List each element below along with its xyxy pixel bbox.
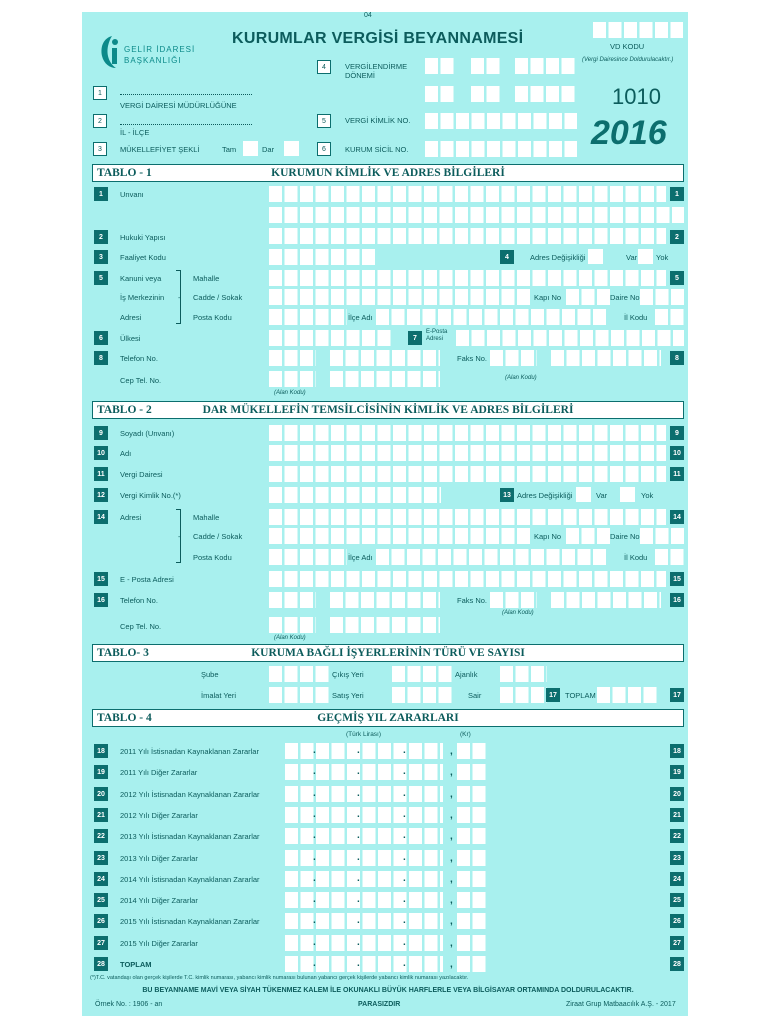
page-number: 04 (364, 12, 372, 19)
row-number: 1 (670, 187, 684, 201)
name-field-1[interactable] (269, 186, 666, 202)
total-label: TOPLAM (565, 691, 596, 700)
row-number: 13 (500, 488, 514, 502)
tax-office-input[interactable] (120, 94, 252, 95)
thousands-separator: . (403, 873, 406, 884)
decimal-separator: , (450, 938, 453, 949)
decimal-separator: , (450, 959, 453, 970)
decimal-separator: , (450, 810, 453, 821)
total-field[interactable] (597, 687, 659, 703)
period-field-3[interactable] (515, 58, 577, 74)
tax-id-label: VERGİ KİMLİK NO. (345, 116, 411, 125)
loss-tl-field[interactable] (285, 828, 443, 844)
rep-phone-label: Telefon No. (120, 596, 158, 605)
loss-kr-field[interactable] (457, 935, 486, 951)
thousands-separator: . (403, 788, 406, 799)
thousands-separator: . (313, 915, 316, 926)
area-code-note: (Alan Kodu) (274, 390, 306, 396)
thousands-separator: . (313, 788, 316, 799)
tablo-3-header (92, 644, 684, 662)
fill-warning: BU BEYANNAME MAVİ VEYA SİYAH TÜKENMEZ KALEM İLE OKUNAKLI BÜYÜK HARFLERLE VEYA BİLGİSAYAR ORTAMINDA DOLDURULACAKTIR. (142, 987, 634, 994)
rep-apartment-label: Daire No (610, 532, 640, 541)
decimal-separator: , (450, 746, 453, 757)
rep-street-field[interactable] (269, 528, 531, 544)
other-label: Sair (468, 691, 482, 700)
row-number: 19 (94, 765, 108, 779)
loss-tl-field[interactable] (285, 743, 443, 759)
rep-no-label: Yok (641, 491, 654, 500)
loss-row-label: 2011 Yılı Diğer Zararlar (120, 768, 198, 777)
thousands-separator: . (313, 830, 316, 841)
rep-mobile-field[interactable] (330, 617, 440, 633)
row-number: 14 (94, 510, 108, 524)
surname-label: Soyadı (Unvanı) (120, 429, 175, 438)
liability-full-label: Tam (222, 145, 237, 154)
legal-form-label: Hukuki Yapısı (120, 233, 166, 242)
period-field-2[interactable] (471, 58, 502, 74)
rep-district-field[interactable] (376, 549, 608, 565)
thousands-separator: . (357, 894, 360, 905)
row-number: 9 (94, 426, 108, 440)
loss-kr-field[interactable] (457, 913, 486, 929)
thousands-separator: . (313, 745, 316, 756)
rep-province-code-field[interactable] (655, 549, 685, 565)
province-code-label: İl Kodu (624, 313, 648, 322)
tablo-3-no: TABLO- 3 (97, 647, 149, 659)
mobile-field[interactable] (330, 371, 440, 387)
legal-form-field[interactable] (269, 228, 666, 244)
area-code-note: (Alan Kodu) (505, 375, 537, 381)
row-number: 16 (670, 593, 684, 607)
row-number: 22 (670, 829, 684, 843)
row-number: 26 (94, 914, 108, 928)
decimal-separator: , (450, 789, 453, 800)
loss-tl-field[interactable] (285, 935, 443, 951)
rep-address-dash: - (178, 532, 181, 541)
sales-point-field[interactable] (392, 687, 454, 703)
row-number: 8 (94, 351, 108, 365)
row-number: 20 (670, 787, 684, 801)
form-code: 1010 (612, 84, 661, 109)
branch-field[interactable] (269, 666, 331, 682)
postal-field[interactable] (269, 309, 347, 325)
thousands-separator: . (357, 915, 360, 926)
address-change-label: Adres Değişikliği (530, 253, 586, 262)
rep-area-code-note: (Alan Kodu) (502, 610, 534, 616)
row-number: 6 (94, 331, 108, 345)
thousands-separator: . (403, 958, 406, 969)
tablo-1-header (92, 164, 684, 182)
email-label: E-Posta Adresi (426, 329, 448, 342)
first-name-field[interactable] (269, 445, 666, 461)
row-number: 21 (94, 808, 108, 822)
thousands-separator: . (357, 958, 360, 969)
loss-kr-field[interactable] (457, 764, 486, 780)
row-number: 2 (670, 230, 684, 244)
address-change-checkbox[interactable] (588, 249, 603, 264)
email-field[interactable] (456, 330, 684, 346)
field-number-6: 6 (317, 142, 331, 156)
thousands-separator: . (313, 937, 316, 948)
tax-id-field[interactable] (425, 113, 577, 129)
vd-code-label: VD KODU (610, 42, 645, 51)
tablo-1-title: KURUMUN KİMLİK VE ADRES BİLGİLERİ (271, 167, 505, 179)
form-year: 2016 (591, 114, 667, 152)
rep-yes-label: Var (596, 491, 608, 500)
address-label-1: Kanuni veya (120, 274, 162, 283)
registry-label: KURUM SİCİL NO. (345, 145, 409, 154)
thousands-separator: . (357, 873, 360, 884)
gib-logo (98, 34, 198, 70)
rep-address-label: Adresi (120, 513, 142, 522)
address-label-2: İş Merkezinin (120, 293, 165, 302)
fax-field[interactable] (551, 350, 661, 366)
liability-label: MÜKELLEFİYET ŞEKLİ (120, 145, 200, 154)
decimal-separator: , (450, 853, 453, 864)
postal-label: Posta Kodu (193, 313, 232, 322)
activity-code-label: Faaliyet Kodu (120, 253, 166, 262)
row-number: 14 (670, 510, 684, 524)
loss-kr-field[interactable] (457, 786, 486, 802)
row-number: 28 (670, 957, 684, 971)
period-field-5[interactable] (471, 86, 502, 102)
country-label: Ülkesi (120, 334, 141, 343)
field-number-3: 3 (93, 142, 107, 156)
row-number: 9 (670, 426, 684, 440)
row-number: 18 (94, 744, 108, 758)
loss-row-label: 2012 Yılı Diğer Zararlar (120, 811, 198, 820)
thousands-separator: . (403, 830, 406, 841)
row-number: 3 (94, 250, 108, 264)
row-number: 24 (670, 872, 684, 886)
loss-tl-field[interactable] (285, 786, 443, 802)
yes-label: Var (626, 253, 638, 262)
field-number-1: 1 (93, 86, 107, 100)
footnote: (*)T.C. vatandaşı olan gerçek kişilerde T.C. kimlik numarası, yabancı kimlik numarası bulunan yabancı gerçek kişilerde yabancı kimlik numarası yazılacaktır. (90, 975, 469, 981)
yes-checkbox[interactable] (638, 249, 653, 264)
logo-text: GELİR İDARESİ BAŞKANLIĞI (124, 45, 196, 65)
row-number: 25 (94, 893, 108, 907)
row-number: 23 (670, 851, 684, 865)
tl-header: (Türk Lirası) (346, 731, 382, 738)
row-number: 27 (94, 936, 108, 950)
tablo-2-title: DAR MÜKELLEFİN TEMSİLCİSİNİN KİMLİK VE ADRES BİLGİLERİ (202, 404, 574, 416)
rep-mobile-label: Cep Tel. No. (120, 622, 162, 631)
row-number: 24 (94, 872, 108, 886)
printer-name: Ziraat Grup Matbaacılık A.Ş. - 2017 (566, 1001, 676, 1008)
thousands-separator: . (403, 894, 406, 905)
row-number: 11 (94, 467, 108, 481)
province-input[interactable] (120, 124, 252, 125)
phone-label: Telefon No. (120, 354, 158, 363)
district-field[interactable] (376, 309, 608, 325)
thousands-separator: . (357, 766, 360, 777)
row-number: 17 (546, 688, 560, 702)
row-number: 12 (94, 488, 108, 502)
tablo-1-no: TABLO - 1 (97, 167, 152, 179)
street-field[interactable] (269, 289, 531, 305)
row-number: 17 (670, 688, 684, 702)
thousands-separator: . (313, 894, 316, 905)
manufacturing-label: İmalat Yeri (201, 691, 237, 700)
exit-point-field[interactable] (392, 666, 454, 682)
rep-street-label: Cadde / Sokak (193, 532, 243, 541)
form-title: KURUMLAR VERGİSİ BEYANNAMESİ (232, 30, 524, 47)
rep-tax-id-field[interactable] (269, 487, 441, 503)
rep-tax-id-label: Vergi Kimlik No.(*) (120, 491, 181, 500)
thousands-separator: . (403, 915, 406, 926)
row-number: 27 (670, 936, 684, 950)
other-field[interactable] (500, 687, 547, 703)
address-dash: - (178, 293, 181, 302)
row-number: 11 (670, 467, 684, 481)
row-number: 5 (670, 271, 684, 285)
tablo-4-header (92, 709, 684, 727)
sample-number: Örnek No. : 1906 - an (95, 1001, 163, 1008)
registry-field[interactable] (425, 141, 577, 157)
loss-tl-field[interactable] (285, 850, 443, 866)
rep-fax-label: Faks No. (457, 596, 488, 605)
rep-yes-checkbox[interactable] (620, 487, 635, 502)
row-number: 8 (670, 351, 684, 365)
kr-header: (Kr) (460, 731, 471, 738)
loss-tl-field[interactable] (285, 871, 443, 887)
rep-tax-office-label: Vergi Dairesi (120, 470, 163, 479)
rep-fax-area-field[interactable] (490, 592, 537, 608)
rep-address-change-label: Adres Değişikliği (517, 491, 573, 500)
row-number: 10 (94, 446, 108, 460)
province-label: İL - İLÇE (120, 128, 150, 137)
thousands-separator: . (403, 937, 406, 948)
agency-label: Ajanlık (455, 670, 478, 679)
tablo-3-title: KURUMA BAĞLI İŞYERLERİNİN TÜRÜ VE SAYISI (251, 647, 525, 659)
vd-code-note: (Vergi Dairesince Doldurulacaktır.) (582, 57, 674, 63)
agency-field[interactable] (500, 666, 547, 682)
rep-apartment-field[interactable] (640, 528, 684, 544)
loss-kr-field[interactable] (457, 850, 486, 866)
loss-row-label: 2015 Yılı Diğer Zararlar (120, 939, 198, 948)
tax-office-label: VERGİ DAİRESİ MÜDÜRLÜĞÜNE (120, 101, 237, 110)
row-number: 15 (94, 572, 108, 586)
field-number-2: 2 (93, 114, 107, 128)
field-number-5: 5 (317, 114, 331, 128)
thousands-separator: . (403, 745, 406, 756)
liability-limited-label: Dar (262, 145, 275, 154)
phone-field[interactable] (330, 350, 440, 366)
row-number: 15 (670, 572, 684, 586)
thousands-separator: . (403, 766, 406, 777)
loss-tl-field[interactable] (285, 807, 443, 823)
address-label-3: Adresi (120, 313, 142, 322)
loss-kr-field[interactable] (457, 871, 486, 887)
thousands-separator: . (357, 830, 360, 841)
row-number: 22 (94, 829, 108, 843)
first-name-label: Adı (120, 449, 132, 458)
decimal-separator: , (450, 874, 453, 885)
loss-kr-field[interactable] (457, 807, 486, 823)
rep-mobile-area-field[interactable] (269, 617, 316, 633)
tablo-4-title: GEÇMİŞ YIL ZARARLARI (317, 712, 459, 724)
fax-area-field[interactable] (490, 350, 537, 366)
row-number: 5 (94, 271, 108, 285)
rep-postal-field[interactable] (269, 549, 347, 565)
thousands-separator: . (357, 852, 360, 863)
mobile-area-field[interactable] (269, 371, 316, 387)
decimal-separator: , (450, 895, 453, 906)
loss-row-label: TOPLAM (120, 960, 152, 969)
loss-row-label: 2011 Yılı İstisnadan Kaynaklanan Zararlar (120, 747, 259, 756)
street-label: Cadde / Sokak (193, 293, 243, 302)
rep-province-code-label: İl Kodu (624, 553, 648, 562)
row-number: 16 (94, 593, 108, 607)
row-number: 10 (670, 446, 684, 460)
province-code-field[interactable] (655, 309, 685, 325)
sales-point-label: Satış Yeri (332, 691, 364, 700)
tablo-2-no: TABLO - 2 (97, 404, 152, 416)
row-number: 7 (408, 331, 422, 345)
row-number: 26 (670, 914, 684, 928)
period-label: VERGİLENDİRME DÖNEMİ (345, 62, 408, 80)
rep-tax-office-field[interactable] (269, 466, 666, 482)
thousands-separator: . (313, 873, 316, 884)
thousands-separator: . (313, 766, 316, 777)
loss-kr-field[interactable] (457, 743, 486, 759)
logo-icon (98, 34, 126, 70)
loss-kr-field[interactable] (457, 828, 486, 844)
door-no-field[interactable] (566, 289, 610, 305)
row-number: 28 (94, 957, 108, 971)
loss-row-label: 2013 Yılı İstisnadan Kaynaklanan Zararlar (120, 832, 260, 841)
loss-kr-field[interactable] (457, 956, 486, 972)
thousands-separator: . (357, 937, 360, 948)
decimal-separator: , (450, 916, 453, 927)
thousands-separator: . (313, 809, 316, 820)
rep-door-no-field[interactable] (566, 528, 610, 544)
loss-row-label: 2012 Yılı İstisnadan Kaynaklanan Zararlar (120, 790, 260, 799)
decimal-separator: , (450, 831, 453, 842)
phone-area-field[interactable] (269, 350, 316, 366)
rep-phone-area-field[interactable] (269, 592, 316, 608)
activity-code-field[interactable] (269, 249, 377, 265)
rep-neighborhood-field[interactable] (269, 509, 666, 525)
row-number: 2 (94, 230, 108, 244)
field-number-4: 4 (317, 60, 331, 74)
loss-tl-field[interactable] (285, 913, 443, 929)
apartment-field[interactable] (640, 289, 684, 305)
surname-field[interactable] (269, 425, 666, 441)
manufacturing-field[interactable] (269, 687, 331, 703)
period-field-4[interactable] (425, 86, 456, 102)
row-number: 4 (500, 250, 514, 264)
row-number: 23 (94, 851, 108, 865)
rep-door-no-label: Kapı No (534, 532, 562, 541)
thousands-separator: . (357, 745, 360, 756)
thousands-separator: . (357, 788, 360, 799)
liability-limited-checkbox[interactable] (284, 141, 299, 156)
branch-label: Şube (201, 670, 219, 679)
row-number: 21 (670, 808, 684, 822)
row-number: 19 (670, 765, 684, 779)
door-no-label: Kapı No (534, 293, 562, 302)
loss-tl-field[interactable] (285, 956, 443, 972)
fax-label: Faks No. (457, 354, 488, 363)
rep-email-field[interactable] (269, 571, 666, 587)
rep-district-label: İlçe Adı (348, 553, 373, 562)
row-number: 25 (670, 893, 684, 907)
row-number: 18 (670, 744, 684, 758)
period-field-6[interactable] (515, 86, 577, 102)
rep-area-code-note: (Alan Kodu) (274, 635, 306, 641)
thousands-separator: . (403, 852, 406, 863)
country-field[interactable] (269, 330, 393, 346)
rep-fax-field[interactable] (551, 592, 661, 608)
period-field-1[interactable] (425, 58, 456, 74)
thousands-separator: . (403, 809, 406, 820)
rep-email-label: E - Posta Adresi (120, 575, 174, 584)
tablo-2-header (92, 401, 684, 419)
no-label: Yok (656, 253, 669, 262)
loss-row-label: 2014 Yılı İstisnadan Kaynaklanan Zararlar (120, 875, 260, 884)
tablo-4-no: TABLO - 4 (97, 712, 152, 724)
neighborhood-field[interactable] (269, 270, 666, 286)
rep-neighborhood-label: Mahalle (193, 513, 220, 522)
decimal-separator: , (450, 767, 453, 778)
rep-phone-field[interactable] (330, 592, 440, 608)
vd-code-field[interactable] (593, 22, 683, 38)
name-label: Unvanı (120, 190, 144, 199)
apartment-label: Daire No (610, 293, 640, 302)
district-label: İlçe Adı (348, 313, 373, 322)
thousands-separator: . (357, 809, 360, 820)
row-number: 20 (94, 787, 108, 801)
thousands-separator: . (313, 852, 316, 863)
loss-row-label: 2014 Yılı Diğer Zararlar (120, 896, 198, 905)
loss-tl-field[interactable] (285, 892, 443, 908)
loss-row-label: 2015 Yılı İstisnadan Kaynaklanan Zararlar (120, 917, 260, 926)
thousands-separator: . (313, 958, 316, 969)
free-of-charge: PARASIZDIR (358, 1001, 401, 1008)
name-field-2[interactable] (269, 207, 684, 223)
row-number: 1 (94, 187, 108, 201)
neighborhood-label: Mahalle (193, 274, 220, 283)
loss-row-label: 2013 Yılı Diğer Zararlar (120, 854, 198, 863)
loss-kr-field[interactable] (457, 892, 486, 908)
rep-address-change-checkbox[interactable] (576, 487, 591, 502)
mobile-label: Cep Tel. No. (120, 376, 162, 385)
loss-tl-field[interactable] (285, 764, 443, 780)
liability-full-checkbox[interactable] (243, 141, 258, 156)
exit-point-label: Çıkış Yeri (332, 670, 364, 679)
rep-postal-label: Posta Kodu (193, 553, 232, 562)
